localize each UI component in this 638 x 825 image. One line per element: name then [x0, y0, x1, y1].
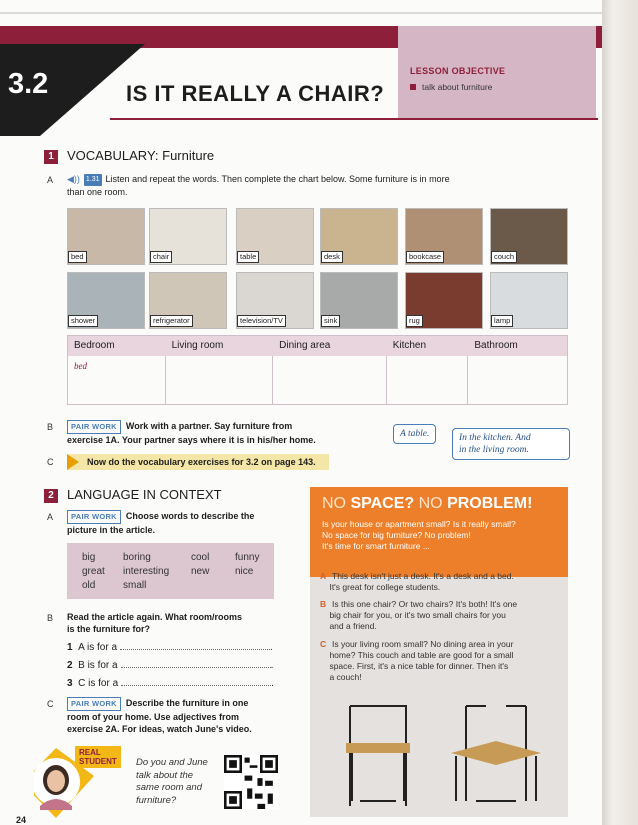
picture-label: television/TV — [237, 315, 286, 327]
word-option[interactable]: interesting — [123, 566, 170, 577]
speech-bubble — [452, 428, 570, 460]
next-page-edge — [602, 0, 638, 825]
exercise-2c-text-2: room of your home. Use adjectives from — [67, 712, 240, 722]
chart-cell[interactable] — [387, 356, 469, 404]
title-part: NO — [322, 495, 351, 512]
answer-blank[interactable] — [121, 667, 271, 668]
exercise-letter: C — [47, 699, 54, 709]
lesson-objective-box — [398, 26, 596, 118]
item-text: C is for a — [78, 678, 119, 689]
furniture-picture — [490, 272, 568, 329]
furniture-picture — [149, 208, 227, 265]
pair-work-badge: PAIR WORK — [67, 697, 121, 711]
exercise-letter: C — [47, 457, 54, 467]
chart-header-cell: Bedroom — [74, 340, 115, 351]
picture-label: bed — [68, 251, 87, 263]
bubble-line: in the living room. — [459, 445, 529, 455]
item-line: This desk isn't just a desk. It's a desk and a bed. — [332, 571, 514, 581]
prompt-line: furniture? — [136, 794, 177, 806]
article-intro — [322, 519, 558, 552]
exercise-2a-text: Choose words to describe the — [125, 511, 255, 521]
item-line: and a friend. — [329, 621, 377, 631]
exercise-letter: B — [47, 613, 54, 623]
item-letter: A — [320, 571, 327, 581]
item-line: space. First, it's a nice table for dinner. Then it's — [329, 661, 509, 671]
item-line: home? This couch and table are good for a small — [329, 650, 514, 660]
picture-label: refrigerator — [150, 315, 193, 327]
section-number: 2 — [44, 489, 58, 503]
chart-header — [68, 336, 567, 356]
top-rule — [0, 12, 602, 14]
exercise-1a — [67, 173, 567, 198]
furniture-picture — [149, 272, 227, 329]
word-option[interactable]: great — [82, 566, 105, 577]
intro-line: Is your house or apartment small? Is it really small? — [322, 519, 516, 529]
furniture-picture — [320, 208, 398, 265]
answer-blank[interactable] — [121, 685, 271, 686]
item-line: a couch! — [329, 672, 362, 682]
lesson-title: IS IT REALLY A CHAIR? — [126, 81, 385, 106]
objective-text: talk about furniture — [422, 82, 493, 92]
exercise-letter: A — [47, 175, 54, 185]
word-option[interactable]: cool — [191, 552, 210, 563]
chart-cell[interactable] — [273, 356, 387, 404]
picture-label: sink — [321, 315, 340, 327]
answer-line: 2 B is for a . — [67, 660, 274, 671]
word-option[interactable]: boring — [123, 552, 151, 563]
item-line: It's great for college students. — [329, 582, 441, 592]
section-1-heading — [44, 148, 214, 164]
exercise-1b-text-2: exercise 1A. Your partner says where it is in his/her home. — [67, 435, 316, 445]
word-option[interactable]: small — [123, 580, 147, 591]
badge-line: STUDENT — [79, 757, 117, 766]
intro-line: It's time for smart furniture ... — [322, 541, 430, 551]
picture-label: lamp — [491, 315, 513, 327]
objective-item — [410, 82, 492, 92]
title-part: PROBLEM! — [447, 495, 533, 512]
furniture-picture — [490, 208, 568, 265]
bullet-square-icon — [410, 84, 416, 90]
section-number: 1 — [44, 150, 58, 164]
title-rule — [110, 118, 598, 120]
section-title: LANGUAGE IN CONTEXT — [67, 487, 222, 502]
furniture-picture — [236, 208, 314, 265]
chart-cell[interactable]: bed — [68, 356, 166, 404]
speaker-icon[interactable]: ◀)) — [67, 174, 80, 184]
chart-header-cell: Bathroom — [474, 340, 518, 351]
article-title — [322, 495, 532, 513]
word-option[interactable]: old — [82, 580, 96, 591]
chart-header-cell: Kitchen — [392, 340, 427, 351]
word-option[interactable]: new — [191, 566, 210, 577]
furniture-picture — [236, 272, 314, 329]
exercise-1b-text: Work with a partner. Say furniture from — [125, 421, 293, 431]
item-number: 2 — [67, 660, 73, 671]
chart-header-cell: Living room — [171, 340, 224, 351]
exercise-2a — [67, 510, 297, 536]
objective-title: LESSON OBJECTIVE — [410, 66, 506, 76]
furniture-picture — [405, 272, 483, 329]
article-panel — [310, 487, 568, 817]
exercise-2b-text: Read the article again. What room/rooms — [67, 612, 243, 622]
bubble-line: In the kitchen. And — [459, 433, 531, 443]
page-number: 24 — [16, 815, 27, 825]
furniture-picture — [67, 272, 145, 329]
chart-cell[interactable] — [166, 356, 274, 404]
arrow-icon — [67, 454, 79, 470]
picture-label: desk — [321, 251, 343, 263]
exercise-1a-text-2: than one room. — [67, 186, 128, 197]
answer-blank[interactable] — [120, 649, 270, 650]
badge-line: REAL — [79, 748, 101, 757]
item-text: A is for a — [78, 642, 118, 653]
prompt-line: Do you and June — [136, 757, 208, 768]
real-student-prompt — [136, 757, 226, 807]
item-number: 3 — [67, 678, 73, 689]
prompt-line: talk about the — [136, 769, 194, 781]
chair-table-image — [446, 701, 546, 811]
picture-label: table — [237, 251, 259, 263]
furniture-chart — [67, 335, 568, 405]
item-line: Is this one chair? Or two chairs? It's both! It's one — [332, 599, 518, 609]
pair-work-badge: PAIR WORK — [67, 420, 121, 434]
lesson-number: 3.2 — [8, 68, 49, 100]
exercise-2c-text: Describe the furniture in one — [125, 698, 249, 708]
desk-bed-image — [340, 701, 416, 811]
intro-line: No space for big furniture? No problem! — [322, 530, 471, 540]
section-title: VOCABULARY: Furniture — [67, 148, 215, 163]
word-option[interactable]: big — [82, 552, 96, 563]
exercise-2c — [67, 697, 297, 735]
exercise-2b-text-2: is the furniture for? — [67, 624, 150, 634]
section-2-heading — [44, 487, 222, 503]
item-line: big chair for you, or it's two small chairs for you — [329, 610, 506, 620]
picture-label: rug — [406, 315, 423, 327]
answer-line: 3 C is for a . — [67, 678, 274, 689]
exercise-2c-text-3: exercise 2A. For ideas, watch June's video. — [67, 724, 252, 734]
chart-row — [68, 356, 567, 404]
article-item-c — [320, 639, 560, 683]
qr-code[interactable] — [224, 755, 278, 809]
title-part: NO — [414, 495, 448, 512]
furniture-picture — [320, 272, 398, 329]
word-option[interactable]: nice — [235, 566, 254, 577]
chart-cell[interactable] — [468, 356, 567, 404]
picture-label: shower — [68, 315, 98, 327]
word-box — [67, 543, 274, 599]
item-number: 1 — [67, 642, 73, 653]
item-line: Is your living room small? No dining area in your — [332, 639, 514, 649]
article-header — [310, 487, 568, 577]
answer-line: 1 A is for a . — [67, 642, 273, 653]
exercise-letter: B — [47, 422, 54, 432]
furniture-picture — [405, 208, 483, 265]
exercise-1b — [67, 420, 367, 446]
item-letter: B — [320, 599, 327, 609]
picture-label: bookcase — [406, 251, 444, 263]
word-option[interactable]: funny — [235, 552, 260, 563]
exercise-1c-text[interactable]: Now do the vocabulary exercises for 3.2 on page 143. — [87, 457, 316, 467]
article-item-b — [320, 599, 560, 632]
article-item-a — [320, 571, 560, 593]
picture-label: couch — [491, 251, 517, 263]
exercise-letter: A — [47, 512, 54, 522]
item-letter: C — [320, 639, 327, 649]
prompt-line: same room and — [136, 782, 203, 793]
pair-work-badge: PAIR WORK — [67, 510, 121, 524]
chart-header-cell: Dining area — [279, 340, 331, 351]
furniture-picture — [67, 208, 145, 265]
picture-label: chair — [150, 251, 172, 263]
exercise-2b — [67, 611, 297, 635]
exercise-1a-text: Listen and repeat the words. Then complete the chart below. Some furniture is in more — [105, 174, 450, 184]
speech-bubble: A table. — [393, 424, 436, 444]
real-student-badge — [75, 746, 121, 768]
title-part: SPACE? — [350, 495, 415, 512]
audio-track-badge[interactable]: 1.31 — [84, 174, 102, 186]
exercise-2a-text-2: picture in the article. — [67, 525, 156, 535]
item-text: B is for a — [78, 660, 118, 671]
